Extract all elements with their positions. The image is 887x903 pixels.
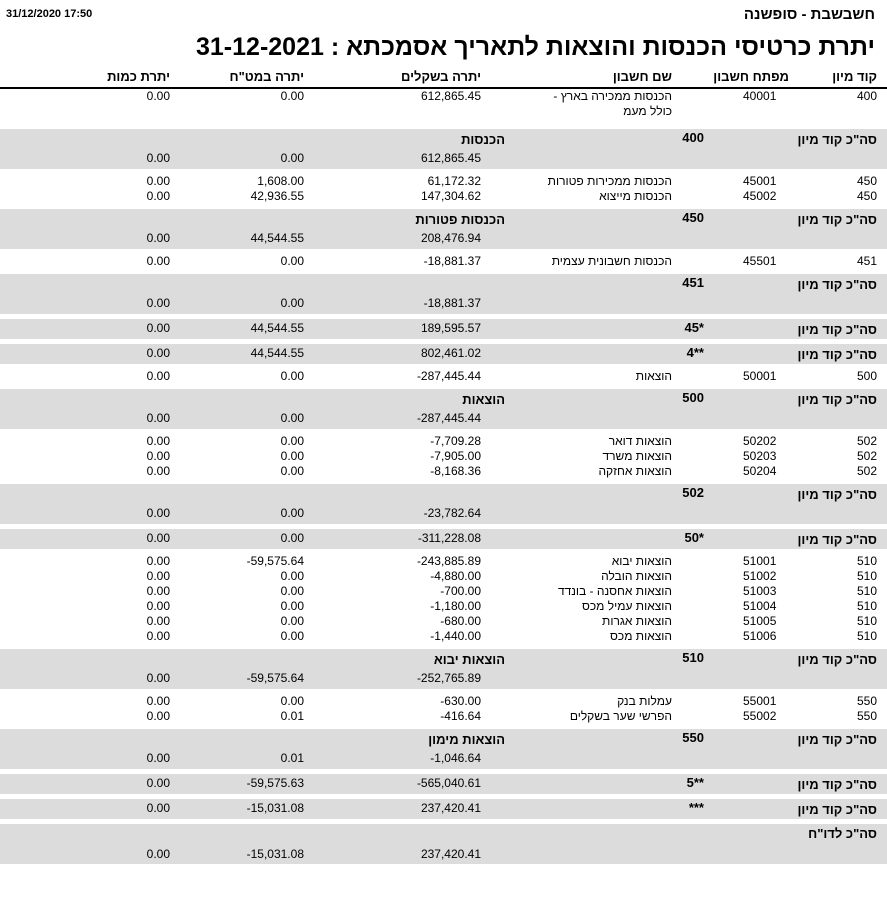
- subtotal-fc: -59,575.64: [246, 671, 304, 685]
- subtotal-fc: 0.00: [280, 411, 304, 425]
- subtotal-row: [0, 484, 887, 524]
- group-total-ils: 237,420.41: [420, 801, 481, 815]
- row-code: 400: [856, 89, 877, 103]
- subtotal-ils: -18,881.37: [423, 296, 481, 310]
- row-balance-ils: 61,172.32: [427, 174, 481, 188]
- row-balance-ils: -7,709.28: [430, 434, 481, 448]
- row-account: 51005: [743, 614, 777, 628]
- subtotal-category-name: הוצאות מימון: [428, 732, 505, 747]
- group-total-label: סה"כ קוד מיון: [797, 777, 877, 792]
- row-balance-qty: 0.00: [146, 464, 170, 478]
- group-total-fc: 44,544.55: [250, 321, 304, 335]
- subtotal-code: 550: [682, 730, 704, 745]
- row-account: 51006: [743, 629, 777, 643]
- subtotal-label: סה"כ קוד מיון: [797, 277, 877, 292]
- row-account-name: הכנסות ממכירות פטורות: [547, 174, 672, 188]
- table-row: [0, 614, 887, 629]
- subtotal-row: [0, 274, 887, 314]
- row-balance-fc: 0.00: [280, 434, 304, 448]
- row-code: 510: [856, 554, 877, 568]
- subtotal-fc: 0.01: [280, 751, 304, 765]
- row-account: 45501: [743, 254, 777, 268]
- row-balance-qty: 0.00: [146, 599, 170, 613]
- row-account-name: הוצאות: [635, 369, 672, 383]
- row-account: 50204: [743, 464, 777, 478]
- subtotal-row: [0, 209, 887, 249]
- subtotal-qty: 0.00: [146, 231, 170, 245]
- row-account-name: הוצאות יבוא: [611, 554, 672, 568]
- row-balance-ils: -287,445.44: [416, 369, 481, 383]
- group-total-row: [0, 344, 887, 364]
- table-row: [0, 449, 887, 464]
- row-account-name: הכנסות ממכירה בארץ - כולל מעמ: [553, 89, 672, 118]
- row-account-name: הוצאות הובלה: [601, 569, 672, 583]
- subtotal-code: 450: [682, 210, 704, 225]
- row-balance-fc: 0.00: [280, 254, 304, 268]
- col-header-qty: יתרת כמות: [107, 69, 170, 84]
- row-balance-ils: -700.00: [440, 584, 481, 598]
- row-balance-qty: 0.00: [146, 709, 170, 723]
- report-title: יתרת כרטיסי הכנסות והוצאות לתאריך אסמכתא : 31-12-2021: [196, 33, 875, 61]
- row-balance-ils: -416.64: [440, 709, 481, 723]
- group-total-qty: 0.00: [146, 531, 170, 545]
- group-total-qty: 0.00: [146, 321, 170, 335]
- row-balance-fc: 0.00: [280, 369, 304, 383]
- company-name: חשבשבת - סופשנה: [743, 6, 875, 23]
- row-code: 450: [856, 174, 877, 188]
- group-total-code: 5**: [686, 775, 704, 790]
- subtotal-ils: 208,476.94: [420, 231, 481, 245]
- row-balance-fc: 0.00: [280, 449, 304, 463]
- subtotal-ils: -23,782.64: [423, 506, 481, 520]
- subtotal-category-name: הוצאות: [462, 392, 505, 407]
- row-account-name: הפרשי שער בשקלים: [569, 709, 672, 723]
- row-balance-fc: 0.01: [280, 709, 304, 723]
- row-account-name: עמלות בנק: [617, 694, 672, 708]
- group-total-ils: 189,595.57: [420, 321, 481, 335]
- report-total-fc: -15,031.08: [246, 847, 304, 861]
- row-code: 451: [856, 254, 877, 268]
- subtotal-row: [0, 649, 887, 689]
- table-row: [0, 89, 887, 124]
- group-total-qty: 0.00: [146, 776, 170, 790]
- group-total-fc: -59,575.63: [246, 776, 304, 790]
- row-balance-qty: 0.00: [146, 629, 170, 643]
- group-total-fc: 44,544.55: [250, 346, 304, 360]
- table-row: [0, 694, 887, 709]
- row-balance-fc: -59,575.64: [246, 554, 304, 568]
- row-code: 450: [856, 189, 877, 203]
- subtotal-label: סה"כ קוד מיון: [797, 392, 877, 407]
- subtotal-row: [0, 389, 887, 429]
- row-balance-ils: -18,881.37: [423, 254, 481, 268]
- subtotal-code: 451: [682, 275, 704, 290]
- row-account: 50202: [743, 434, 777, 448]
- row-balance-fc: 0.00: [280, 614, 304, 628]
- table-row: [0, 584, 887, 599]
- row-account-name: הכנסות מייצוא: [599, 189, 672, 203]
- subtotal-qty: 0.00: [146, 506, 170, 520]
- row-balance-fc: 0.00: [280, 89, 304, 103]
- group-total-fc: -15,031.08: [246, 801, 304, 815]
- row-balance-fc: 0.00: [280, 694, 304, 708]
- row-balance-fc: 0.00: [280, 629, 304, 643]
- table-row: [0, 369, 887, 384]
- group-total-code: ***: [688, 800, 704, 815]
- row-balance-ils: -8,168.36: [430, 464, 481, 478]
- group-total-qty: 0.00: [146, 801, 170, 815]
- table-row: [0, 174, 887, 189]
- report-total-row: [0, 824, 887, 864]
- row-code: 550: [856, 694, 877, 708]
- row-balance-ils: -1,180.00: [430, 599, 481, 613]
- row-balance-ils: -4,880.00: [430, 569, 481, 583]
- subtotal-fc: 0.00: [280, 506, 304, 520]
- group-total-ils: 802,461.02: [420, 346, 481, 360]
- col-header-ils: יתרה בשקלים: [401, 69, 481, 84]
- row-balance-qty: 0.00: [146, 449, 170, 463]
- subtotal-qty: 0.00: [146, 296, 170, 310]
- subtotal-code: 400: [682, 130, 704, 145]
- table-row: [0, 599, 887, 614]
- report-body: [0, 89, 887, 869]
- group-total-ils: -311,228.08: [417, 531, 481, 545]
- table-row: [0, 464, 887, 479]
- row-balance-fc: 42,936.55: [250, 189, 304, 203]
- subtotal-code: 510: [682, 650, 704, 665]
- group-total-ils: -565,040.61: [416, 776, 481, 790]
- report-total-ils: 237,420.41: [420, 847, 481, 861]
- row-account: 51004: [743, 599, 777, 613]
- row-account-name: הכנסות חשבונית עצמית: [551, 254, 672, 268]
- subtotal-label: סה"כ קוד מיון: [797, 732, 877, 747]
- row-balance-qty: 0.00: [146, 369, 170, 383]
- group-total-row: [0, 529, 887, 549]
- subtotal-row: [0, 729, 887, 769]
- row-balance-fc: 0.00: [280, 569, 304, 583]
- row-balance-ils: -7,905.00: [430, 449, 481, 463]
- group-total-code: 4**: [686, 345, 704, 360]
- row-account: 50203: [743, 449, 777, 463]
- group-total-row: [0, 799, 887, 819]
- subtotal-category-name: הכנסות פטורות: [415, 212, 505, 227]
- row-account: 50001: [743, 369, 777, 383]
- row-account-name: הוצאות אחסנה - בונדד: [557, 584, 672, 598]
- group-total-row: [0, 774, 887, 794]
- row-code: 510: [856, 614, 877, 628]
- col-header-code: קוד מיון: [832, 69, 877, 84]
- row-balance-qty: 0.00: [146, 89, 170, 103]
- subtotal-qty: 0.00: [146, 751, 170, 765]
- subtotal-qty: 0.00: [146, 671, 170, 685]
- row-account-name: הוצאות דואר: [608, 434, 672, 448]
- subtotal-fc: 44,544.55: [250, 231, 304, 245]
- row-balance-fc: 1,608.00: [257, 174, 304, 188]
- table-row: [0, 569, 887, 584]
- row-code: 502: [856, 449, 877, 463]
- row-balance-qty: 0.00: [146, 434, 170, 448]
- table-row: [0, 189, 887, 204]
- subtotal-fc: 0.00: [280, 151, 304, 165]
- row-balance-qty: 0.00: [146, 569, 170, 583]
- row-account-name: הוצאות משרד: [602, 449, 672, 463]
- row-code: 510: [856, 584, 877, 598]
- subtotal-fc: 0.00: [280, 296, 304, 310]
- subtotal-row: [0, 129, 887, 169]
- group-total-code: 45*: [684, 320, 704, 335]
- row-balance-ils: 147,304.62: [420, 189, 481, 203]
- row-balance-qty: 0.00: [146, 254, 170, 268]
- row-code: 550: [856, 709, 877, 723]
- subtotal-label: סה"כ קוד מיון: [797, 132, 877, 147]
- row-code: 502: [856, 434, 877, 448]
- row-account: 45002: [743, 189, 777, 203]
- subtotal-ils: -1,046.64: [430, 751, 481, 765]
- group-total-label: סה"כ קוד מיון: [797, 347, 877, 362]
- subtotal-label: סה"כ קוד מיון: [797, 487, 877, 502]
- row-code: 510: [856, 629, 877, 643]
- col-header-account: מפתח חשבון: [713, 69, 789, 84]
- row-balance-qty: 0.00: [146, 614, 170, 628]
- group-total-code: 50*: [684, 530, 704, 545]
- print-timestamp: 31/12/2020 17:50: [6, 8, 93, 20]
- group-total-label: סה"כ קוד מיון: [797, 802, 877, 817]
- row-balance-ils: 612,865.45: [420, 89, 481, 103]
- subtotal-qty: 0.00: [146, 411, 170, 425]
- table-header: [0, 66, 887, 89]
- row-balance-ils: -243,885.89: [416, 554, 481, 568]
- row-code: 510: [856, 599, 877, 613]
- col-header-fc: יתרה במט"ח: [229, 69, 304, 84]
- row-account-name: הוצאות עמיל מכס: [582, 599, 672, 613]
- subtotal-category-name: הוצאות יבוא: [433, 652, 505, 667]
- report-total-label: סה"כ לדו"ח: [808, 826, 877, 841]
- row-balance-fc: 0.00: [280, 599, 304, 613]
- row-account: 51002: [743, 569, 777, 583]
- group-total-row: [0, 319, 887, 339]
- row-balance-ils: -1,440.00: [430, 629, 481, 643]
- subtotal-code: 502: [682, 485, 704, 500]
- group-total-label: סה"כ קוד מיון: [797, 532, 877, 547]
- table-row: [0, 709, 887, 724]
- row-balance-qty: 0.00: [146, 189, 170, 203]
- row-account-name: הוצאות אגרות: [602, 614, 672, 628]
- subtotal-ils: -287,445.44: [416, 411, 481, 425]
- subtotal-label: סה"כ קוד מיון: [797, 212, 877, 227]
- row-balance-qty: 0.00: [146, 584, 170, 598]
- row-account: 40001: [743, 89, 777, 103]
- subtotal-ils: -252,765.89: [416, 671, 481, 685]
- row-code: 510: [856, 569, 877, 583]
- row-balance-fc: 0.00: [280, 584, 304, 598]
- row-account: 51003: [743, 584, 777, 598]
- subtotal-qty: 0.00: [146, 151, 170, 165]
- subtotal-label: סה"כ קוד מיון: [797, 652, 877, 667]
- row-balance-qty: 0.00: [146, 694, 170, 708]
- table-row: [0, 254, 887, 269]
- subtotal-ils: 612,865.45: [420, 151, 481, 165]
- row-account-name: הוצאות אחזקה: [598, 464, 672, 478]
- row-code: 500: [856, 369, 877, 383]
- subtotal-category-name: הכנסות: [461, 132, 505, 147]
- row-account: 45001: [743, 174, 777, 188]
- row-account: 51001: [743, 554, 777, 568]
- group-total-qty: 0.00: [146, 346, 170, 360]
- table-row: [0, 629, 887, 644]
- row-balance-qty: 0.00: [146, 554, 170, 568]
- row-account-name: הוצאות מכס: [610, 629, 672, 643]
- subtotal-code: 500: [682, 390, 704, 405]
- table-row: [0, 554, 887, 569]
- group-total-fc: 0.00: [280, 531, 304, 545]
- row-account: 55002: [743, 709, 777, 723]
- row-balance-fc: 0.00: [280, 464, 304, 478]
- row-balance-ils: -680.00: [440, 614, 481, 628]
- row-code: 502: [856, 464, 877, 478]
- row-account: 55001: [743, 694, 777, 708]
- row-balance-ils: -630.00: [440, 694, 481, 708]
- col-header-name: שם חשבון: [612, 69, 672, 84]
- report-total-qty: 0.00: [146, 847, 170, 861]
- table-row: [0, 434, 887, 449]
- group-total-label: סה"כ קוד מיון: [797, 322, 877, 337]
- row-balance-qty: 0.00: [146, 174, 170, 188]
